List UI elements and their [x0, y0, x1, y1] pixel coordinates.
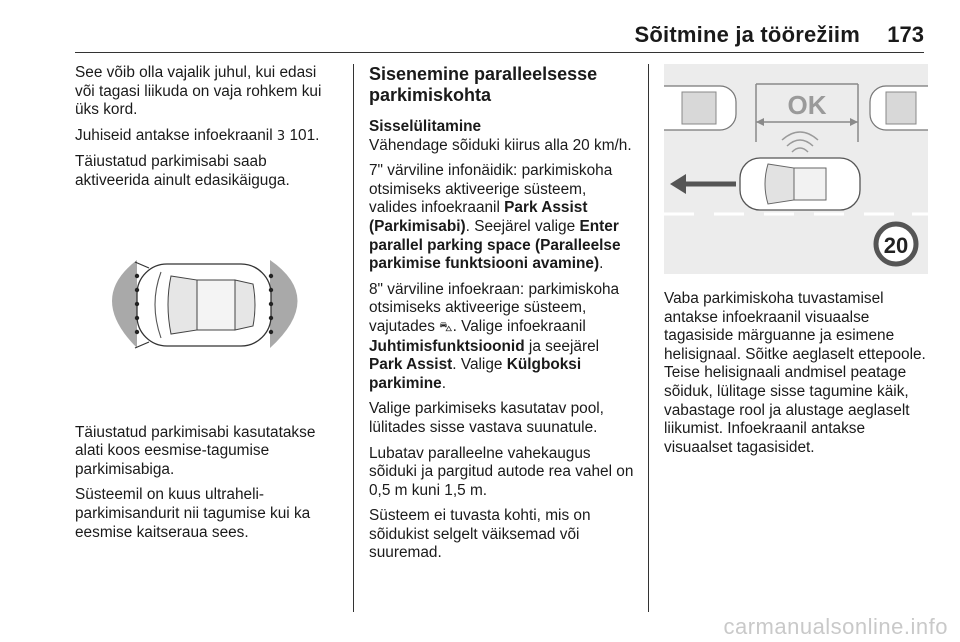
parking-space-illustration	[664, 64, 928, 274]
paragraph: Täiustatud parkimisabi saab aktiveerida ainult edasikäiguga.	[75, 153, 290, 189]
menu-label: Enter parallel parking space (Paralleelse parkimise funktsiooni avamine)	[369, 217, 621, 273]
paragraph: See võib olla vajalik juhul, kui edasi või tagasi liikuda on vaja rohkem kui üks kord.	[75, 64, 322, 119]
paragraph: Vähendage sõiduki kiirus alla 20 km/h.	[369, 136, 632, 154]
car-top-view-illustration	[75, 198, 340, 410]
page-title: Sõitmine ja töörežiim	[634, 22, 860, 47]
menu-label: Park Assist (Parkimisabi)	[369, 199, 588, 235]
roof	[197, 280, 235, 330]
text: .	[441, 374, 446, 392]
menu-label: Park Assist	[369, 356, 453, 374]
text: . Valige infoekraanil	[452, 317, 586, 335]
text: ja seejärel	[524, 337, 600, 355]
text: .	[599, 255, 604, 273]
rear-window	[235, 280, 255, 330]
text: 8" värviline infoekraan: parkimiskoha otsimiseks aktiveerige süsteem, vajutades	[369, 280, 620, 335]
column-right	[664, 290, 928, 464]
column-divider-1	[353, 64, 354, 612]
vehicle-icon: ⛍	[439, 319, 453, 335]
column-left	[75, 64, 340, 549]
column-middle	[369, 64, 635, 570]
paragraph-text: Juhiseid antakse infoekraanil	[75, 126, 277, 144]
speed-limit-value: 20	[883, 233, 909, 258]
text: 7" värviline infonäidik: parkimiskoha otsimiseks aktiveerige süsteem, valides infoekraanil	[369, 162, 613, 217]
paragraph-8-inch	[369, 281, 635, 394]
subheading: Sisselülitamine	[369, 118, 482, 135]
paragraph: Vaba parkimiskoha tuvastamisel antakse infoekraanil visuaalse tagasiside märguanne ja esimene helisignaal. Sõitke aeglaselt ettepoole. Teise helisignaali andmisel peatage sõiduk, lülitage sisse tagumine käik, vabastage rool ja alustage aeglaselt liikumist. Infoekraanil antakse visuaalset tagasisidet.	[664, 290, 926, 456]
header-divider	[75, 52, 924, 53]
column-divider-2	[648, 64, 649, 612]
rear-sensor-zone	[270, 260, 298, 348]
windshield	[168, 276, 197, 334]
page-reference-icon: 3	[276, 128, 286, 144]
page-reference: 101.	[285, 126, 320, 144]
watermark: carmanualsonline.info	[723, 614, 948, 639]
paragraph: Süsteemil on kuus ultraheli-parkimisandurit nii tagumise kui ka eesmise kaitseraua sees.	[75, 486, 311, 541]
ok-label: OK	[787, 90, 827, 120]
paragraph: Süsteem ei tuvasta kohti, mis on sõidukist selgelt väiksemad või suuremad.	[369, 507, 591, 562]
page-number: 173	[887, 22, 924, 47]
paragraph: Täiustatud parkimisabi kasutatakse alati koos eesmise-tagumise parkimisabiga.	[75, 423, 316, 478]
menu-label: Külgboksi parkimine	[369, 356, 582, 392]
menu-label: Juhtimisfunktsioonid	[369, 337, 525, 355]
page-header	[0, 0, 960, 56]
text: . Seejärel valige	[465, 217, 580, 235]
text: . Valige	[452, 356, 507, 374]
section-title: Sisenemine paralleelsesse parkimiskohta	[369, 64, 598, 105]
front-sensor-zone	[112, 260, 137, 348]
parking-sensor-figure	[75, 198, 340, 410]
paragraph-7-inch	[369, 162, 635, 274]
paragraph: Valige parkimiseks kasutatav pool, lülitades sisse vastava suunatule.	[369, 400, 604, 436]
parallel-parking-figure	[664, 64, 928, 274]
paragraph-reference	[75, 127, 340, 147]
paragraph: Lubatav paralleelne vahekaugus sõiduki ja pargitud autode rea vahel on 0,5 m kuni 1,5 m.	[369, 444, 634, 499]
